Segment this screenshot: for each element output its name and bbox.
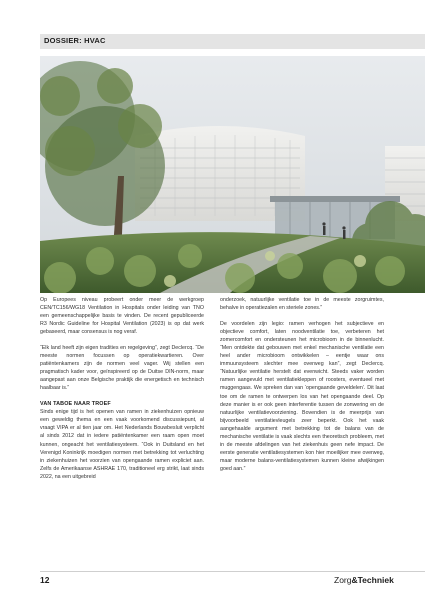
hospital-photo-illustration: [40, 56, 425, 293]
paragraph: De voordelen zijn legio: ramen verhogen het subjectieve en objectieve comfort, laten noodventilatie toe, verbeteren het zomercomfort en ondersteunen het microbioom in de binnenlucht. “Men ontdekte dat gebouwen met enkel mechanische ventilatie een heel ander microbioom ontwikkelen – eentje waar ons immuunsysteem slechter mee overweg kan”, zegt Declercq. “Natuurlijke ventilatie herstelt dat evenwicht. Steeds vaker worden ramen aangevuld met ventilatiekleppen of roosters, eventueel met muggengaas. We spreken dan van ‘opengaande geveldelen’. Dit laat toe om de ramen te ontwerpen los van het opengaande deel. Op deze manier is er ook geen interferentie tussen de zonwering en de natuurlijke ventilatievoorziening. Bovendien is de meerprijs van bijvoorbeeld ventilatievleugels zeer beperkt. Ook het vaak aangehaalde argument met betrekking tot de balans van de mechanische ventilatie is vaak slechts een theoretisch probleem, met in de meeste afdelingen van het ziekenhuis geen nefe impact. De eerste generatie ventilatiesystemen kon hier moeilijker mee overweg, maar moderne balans-ventilatiesystemen kunnen kleine afwijkingen goed aan.”: [220, 320, 384, 473]
logo-word-1: Zorg: [334, 575, 352, 585]
dossier-header-bar: [40, 34, 425, 49]
magazine-logo: [334, 575, 394, 585]
page-number: 12: [40, 575, 50, 585]
paragraph: Sinds enige tijd is het openen van ramen in ziekenhuizen opnieuw een geweldig thema en een vaak voorkomend discussiepunt, al vraagt VIPA er al tien jaar om. Het Nederlands Bouwbesluit verplicht al sinds 2012 dat in iedere patiëntenkamer een raam open moet kunnen, ongeacht het ventilatiesysteem. “Ook in Duitsland en het Verenigd Koninkrijk moedigen normen met betrekking tot verluchting in ziekenhuizen het voorzien van opengaande ramen expliciet aan. Zelfs de Amerikaanse ASHRAE 170, traditioneel erg strikt, laat sinds 2022, na een uitgebreid: [40, 409, 204, 480]
section-label: DOSSIER: HVAC: [44, 36, 106, 45]
article-right-column: [220, 296, 384, 481]
logo-word-2: Techniek: [357, 575, 394, 585]
article-left-column: [40, 296, 204, 488]
paragraph: Op Europees niveau probeert onder meer de werkgroep CEN/TC156/WG18 Ventilation in Hospitals onder leiding van TNO een gemeenschappelijke basis te vinden. De recent gepubliceerde R3 Nordic Guideline for Hospital Ventilation (2023) is op dat werk gebaseerd, maar consensus is nog veraf.: [40, 297, 204, 336]
footer-divider: [40, 571, 425, 572]
section-subheading: VAN TABOE NAAR TROEF: [40, 401, 111, 408]
hero-photo: [40, 56, 425, 293]
logo-ampersand: &: [351, 575, 358, 585]
paragraph: onderzoek, natuurlijke ventilatie toe in de meeste zorgruimtes, behalve in operatiezalen en steriele zones.”: [220, 297, 384, 312]
paragraph: “Elk land heeft zijn eigen tradities en regelgeving”, zegt Declercq. “De meeste normen focussen op operatiekwartieren. Over patiëntenkamers zijn de normen veel vager. Wij stellen een pragmatisch kader voor, geïnspireerd op de Duitse DIN-norm, maar aangepast aan onze Belgische praktijk die energetisch en technisch haalbaar is.”: [40, 344, 204, 392]
